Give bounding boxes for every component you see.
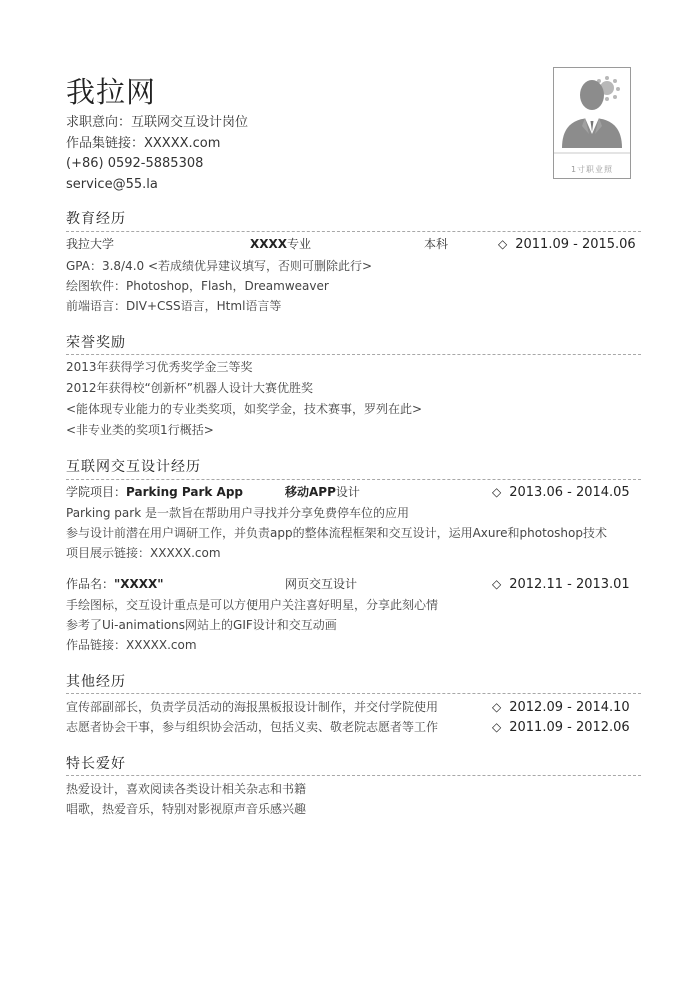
project1-heading	[66, 484, 243, 500]
education-line: 绘图软件：Photoshop，Flash，Dreamweaver	[66, 279, 329, 293]
degree: 本科	[424, 237, 449, 251]
project2-date	[492, 576, 630, 593]
honor-item: 2012年获得校“创新杯”机器人设计大赛优胜奖	[66, 381, 313, 395]
other-divider	[66, 693, 641, 694]
project1-line: 参与设计前潜在用户调研工作，并负责app的整体流程框架和交互设计，运用Axure和photoshop技术	[66, 526, 607, 540]
hobbies-divider	[66, 775, 641, 776]
project1-date-text: 2013.06 - 2014.05	[509, 485, 630, 500]
other-item-date-text: 2011.09 - 2012.06	[509, 720, 630, 735]
education-date	[498, 236, 636, 253]
candidate-name: 我拉网	[66, 75, 157, 109]
other-item-date	[492, 719, 630, 736]
experience-divider	[66, 479, 641, 480]
experience-title: 互联网交互设计经历	[66, 459, 201, 475]
diamond-icon: ◇	[492, 720, 502, 734]
major	[250, 236, 311, 252]
photo-placeholder	[553, 67, 631, 179]
project2-label: 作品名：	[66, 577, 115, 591]
project1-type-bold: 移动APP	[285, 485, 336, 499]
diamond-icon: ◇	[492, 700, 502, 714]
project2-line: 手绘图标，交互设计重点是可以方便用户关注喜好明星，分享此刻心情	[66, 598, 439, 612]
honors-divider	[66, 354, 641, 355]
other-title: 其他经历	[66, 674, 126, 690]
person-silhouette-icon	[554, 68, 630, 178]
project2-link[interactable]: 作品链接：XXXXX.com	[66, 638, 197, 652]
education-line: GPA：3.8/4.0 <若成绩优异建议填写，否则可删除此行>	[66, 259, 373, 273]
honors-title: 荣誉奖励	[66, 335, 126, 351]
project1-type-suffix: 设计	[335, 485, 360, 499]
project2-date-text: 2012.11 - 2013.01	[509, 577, 630, 592]
diamond-icon: ◇	[498, 237, 508, 251]
other-item: 宣传部副部长，负责学员活动的海报黑板报设计制作，并交付学院使用	[66, 700, 439, 714]
major-name: XXXX	[250, 237, 288, 251]
contact-block	[66, 113, 248, 195]
hobby-item: 唱歌，热爱音乐，特别对影视原声音乐感兴趣	[66, 802, 307, 816]
project2-type: 网页交互设计	[285, 577, 358, 591]
education-line: 前端语言：DIV+CSS语言，Html语言等	[66, 299, 282, 313]
email-address[interactable]: service@55.la	[66, 176, 158, 192]
hobbies-title: 特长爱好	[66, 756, 126, 772]
honor-item: <能体现专业能力的专业类奖项，如奖学金，技术赛事，罗列在此>	[66, 402, 423, 416]
project1-label: 学院项目：	[66, 485, 127, 499]
school-name: 我拉大学	[66, 237, 115, 251]
job-intention: 求职意向：互联网交互设计岗位	[66, 115, 249, 130]
education-date-text: 2011.09 - 2015.06	[515, 237, 636, 252]
honor-item: 2013年获得学习优秀奖学金三等奖	[66, 360, 253, 374]
phone-number: (+86) 0592-5885308	[66, 156, 204, 171]
portfolio-link[interactable]: 作品集链接：XXXXX.com	[66, 135, 221, 151]
other-item: 志愿者协会干事，参与组织协会活动，包括义卖、敬老院志愿者等工作	[66, 720, 439, 734]
project2-heading	[66, 576, 164, 592]
diamond-icon: ◇	[492, 577, 502, 591]
project2-line: 参考了Ui-animations网站上的GIF设计和交互动画	[66, 618, 337, 632]
education-divider	[66, 231, 641, 232]
photo-caption: 1寸职业照	[570, 165, 614, 174]
other-item-date	[492, 699, 630, 716]
project1-type	[285, 484, 360, 500]
education-title: 教育经历	[66, 211, 126, 227]
project1-link[interactable]: 项目展示链接：XXXXX.com	[66, 546, 221, 560]
project2-name: "XXXX"	[114, 577, 164, 591]
major-suffix: 专业	[287, 237, 312, 251]
diamond-icon: ◇	[492, 485, 502, 499]
project1-name: Parking Park App	[126, 485, 244, 499]
hobby-item: 热爱设计，喜欢阅读各类设计相关杂志和书籍	[66, 782, 307, 796]
project1-date	[492, 484, 630, 501]
project1-line: Parking park 是一款旨在帮助用户寻找并分享免费停车位的应用	[66, 506, 409, 520]
other-item-date-text: 2012.09 - 2014.10	[509, 700, 630, 715]
honor-item: <非专业类的奖项1行概括>	[66, 423, 214, 437]
